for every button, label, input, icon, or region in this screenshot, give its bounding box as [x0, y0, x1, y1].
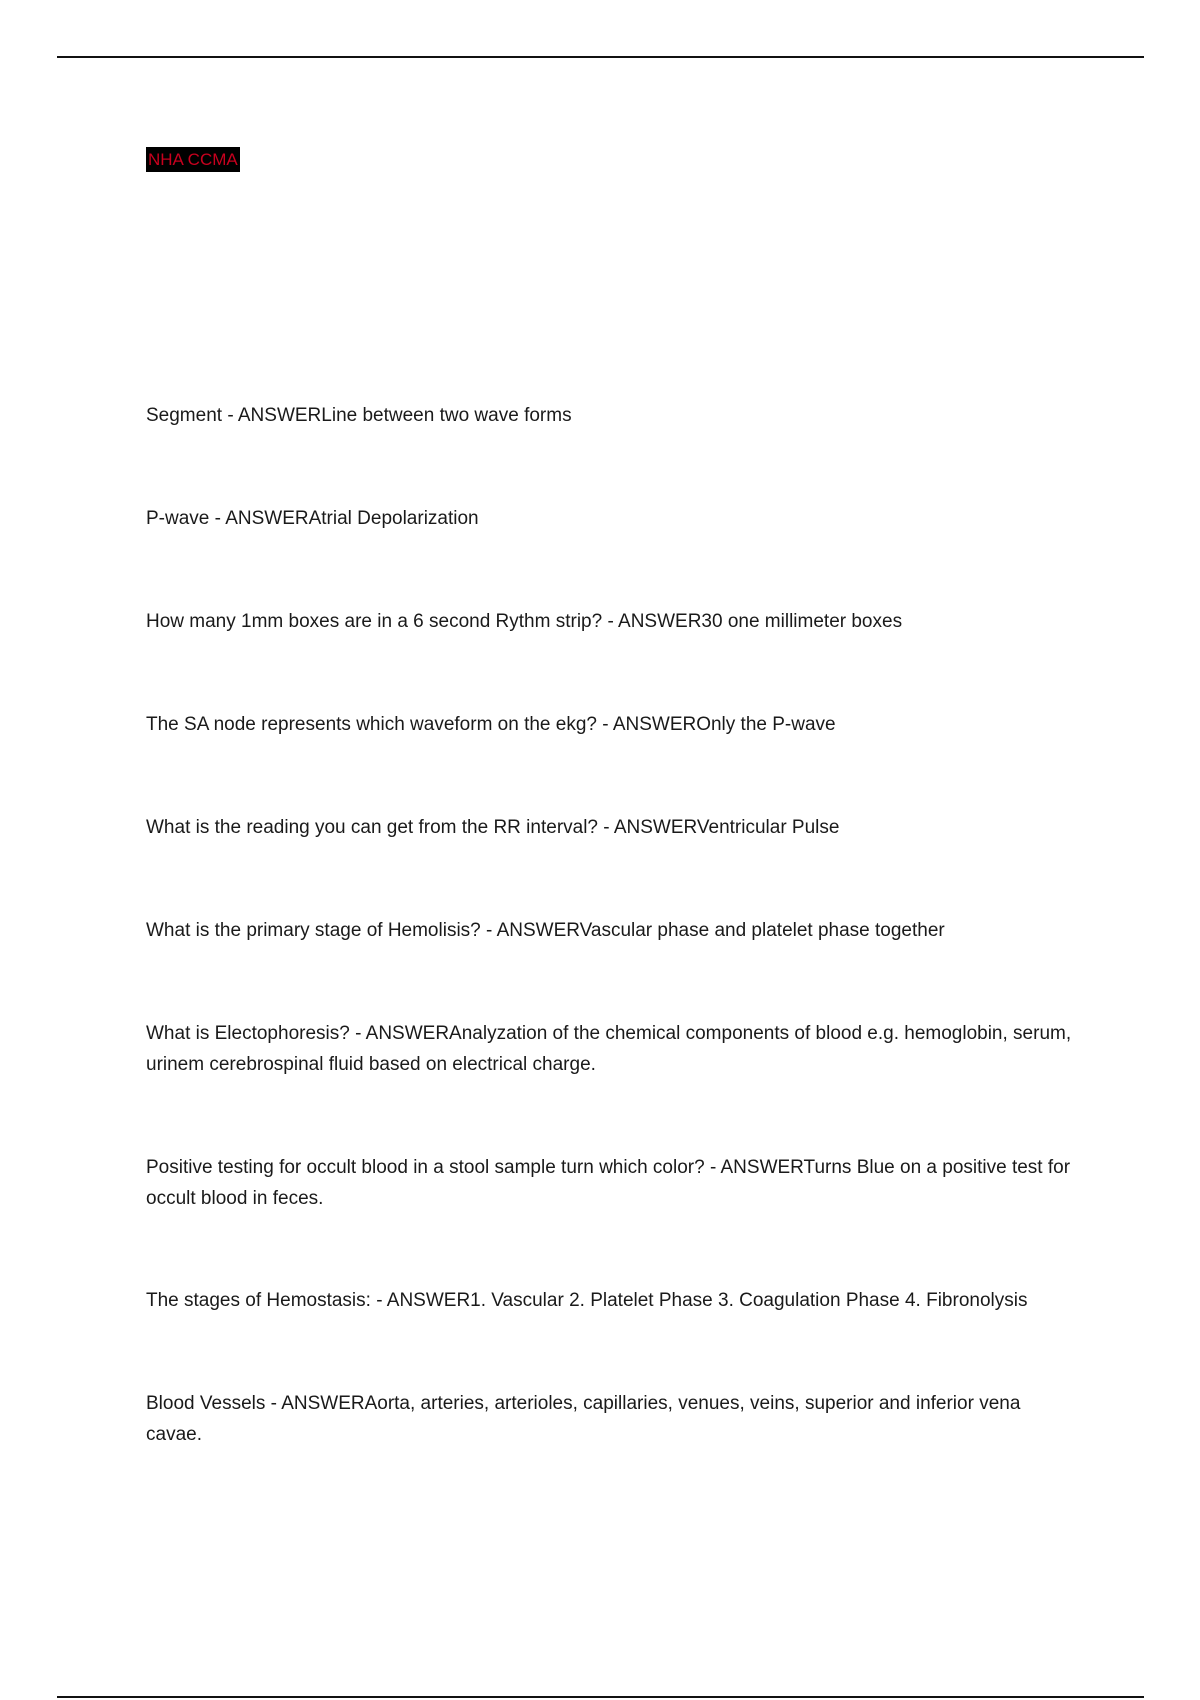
qa-item-rr-interval: What is the reading you can get from the RR interval? - ANSWERVentricular Pulse: [146, 817, 840, 838]
qa-item-p-wave: P-wave - ANSWERAtrial Depolarization: [146, 508, 479, 529]
footer-rule: [57, 1696, 1144, 1698]
qa-item-hemolisis: What is the primary stage of Hemolisis? - ANSWERVascular phase and platelet phase together: [146, 920, 945, 941]
qa-item-blood-vessels: Blood Vessels - ANSWERAorta, arteries, arterioles, capillaries, venues, veins, superior and inferior vena cavae.: [146, 1393, 1021, 1445]
qa-item-electrophoresis: What is Electophoresis? - ANSWERAnalyzation of the chemical components of blood e.g. hemoglobin, serum, urinem cerebrospinal fluid based on electrical charge.: [146, 1023, 1072, 1075]
document-title: NHA CCMA: [146, 147, 240, 172]
qa-item-hemostasis: The stages of Hemostasis: - ANSWER1. Vascular 2. Platelet Phase 3. Coagulation Phase 4. Fibronolysis: [146, 1290, 1028, 1311]
header-rule: [57, 56, 1144, 58]
qa-item-rhythm-strip: How many 1mm boxes are in a 6 second Rythm strip? - ANSWER30 one millimeter boxes: [146, 611, 903, 632]
qa-item-segment: Segment - ANSWERLine between two wave forms: [146, 405, 572, 426]
qa-item-sa-node: The SA node represents which waveform on the ekg? - ANSWEROnly the P-wave: [146, 714, 836, 735]
qa-item-occult-blood: Positive testing for occult blood in a stool sample turn which color? - ANSWERTurns Blue on a positive test for occult blood in feces.: [146, 1157, 1071, 1209]
